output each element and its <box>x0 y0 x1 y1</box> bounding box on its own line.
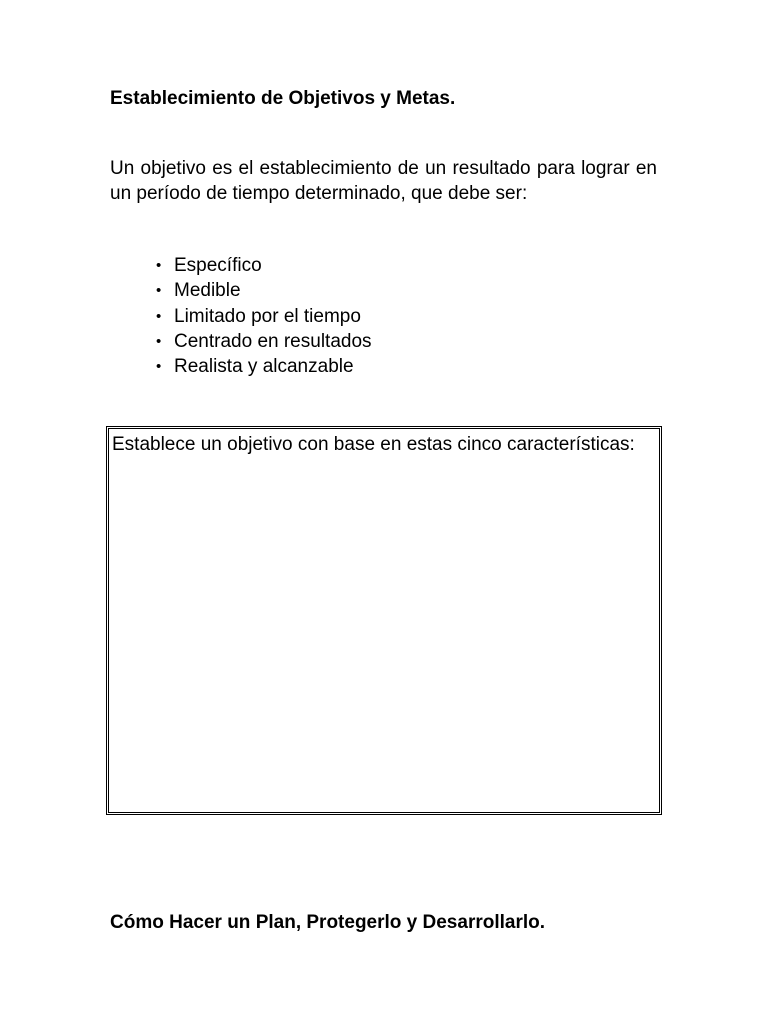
list-item-label: Realista y alcanzable <box>174 356 354 378</box>
list-item <box>156 278 372 303</box>
bullet-icon: • <box>156 358 162 376</box>
bullet-icon: • <box>156 257 162 274</box>
list-item-label: Limitado por el tiempo <box>174 305 361 327</box>
bullet-icon: • <box>156 332 162 350</box>
section-heading-plan: Cómo Hacer un Plan, Protegerlo y Desarrollarlo. <box>110 912 546 933</box>
answer-box-prompt: Establece un objetivo con base en estas cinco características: <box>112 434 635 455</box>
bullet-icon: • <box>156 282 162 300</box>
section-heading-objectives: Establecimiento de Objetivos y Metas. <box>110 88 456 109</box>
list-item-label: Medible <box>174 280 241 302</box>
characteristics-list <box>156 253 372 379</box>
list-item <box>156 354 372 379</box>
intro-paragraph: Un objetivo es el establecimiento de un resultado para lograr en un período de tiempo determinado, que debe ser: <box>110 158 657 204</box>
bullet-icon: • <box>156 307 162 325</box>
answer-box[interactable] <box>106 426 662 815</box>
list-item <box>156 253 372 278</box>
list-item <box>156 304 372 329</box>
list-item-label: Centrado en resultados <box>174 330 372 352</box>
list-item <box>156 329 372 354</box>
list-item-label: Específico <box>174 255 262 276</box>
